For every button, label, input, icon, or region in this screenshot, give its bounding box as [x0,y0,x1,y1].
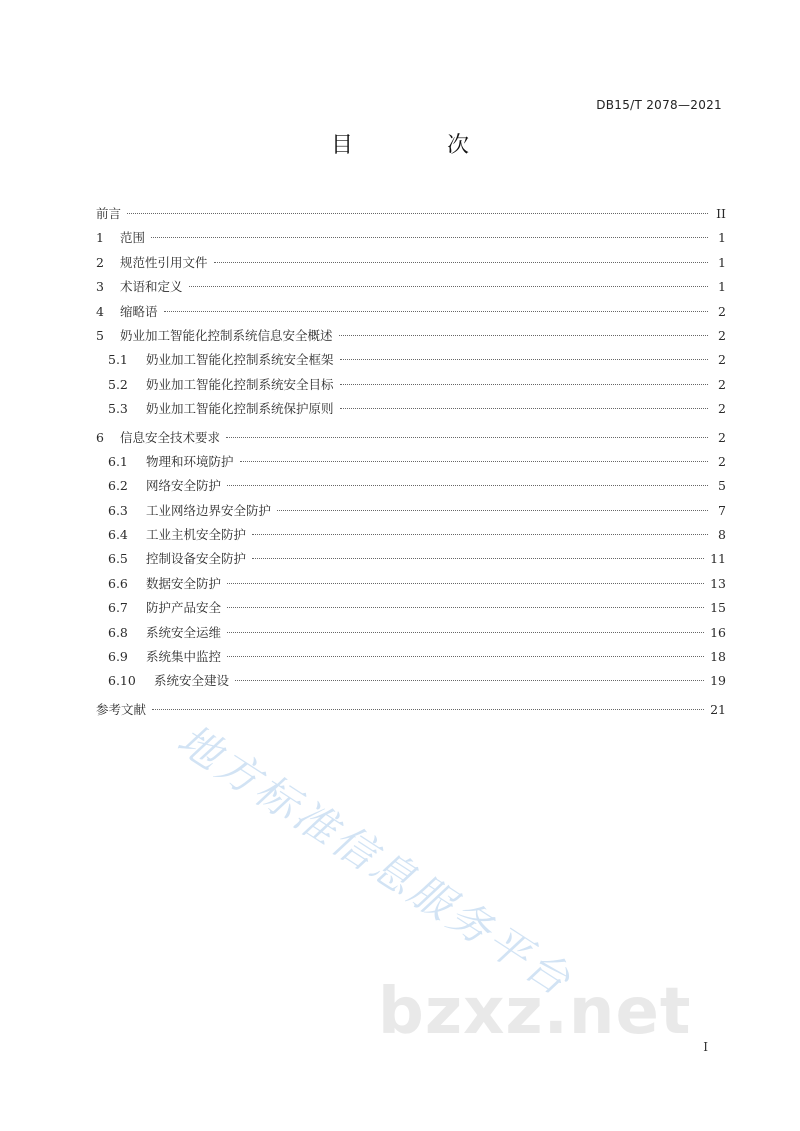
toc-entry-title: 工业主机安全防护 [146,527,247,543]
toc-entry[interactable] [96,324,726,348]
toc-leader-dots [151,237,708,238]
toc-entry-number: 6.6 [108,575,128,591]
toc-leader-dots [240,461,708,462]
toc-leader-dots [164,311,708,312]
toc-leader-dots [235,680,704,681]
toc-entry[interactable] [96,596,726,620]
toc-entry-title: 缩略语 [120,303,158,319]
toc-entry-title: 前言 [96,206,122,221]
toc-entry-title: 防护产品安全 [146,600,222,616]
toc-entry[interactable] [96,300,726,324]
toc-entry-number: 4 [96,303,104,319]
toc-entry-title: 数据安全防护 [146,575,222,591]
toc-entry-page: 1 [718,230,726,246]
toc-entry-title: 规范性引用文件 [120,254,208,270]
site-watermark: bzxz.net [378,975,692,1049]
toc-entry-title: 奶业加工智能化控制系统信息安全概述 [120,327,333,343]
toc-entry-number: 5.2 [108,376,128,392]
toc-leader-dots [339,335,708,336]
watermark: 地方标准信息服务平台 [168,714,582,1007]
toc-entry[interactable] [96,669,726,693]
toc-entry-title: 奶业加工智能化控制系统保护原则 [146,401,334,417]
toc-entry-number: 1 [96,230,104,246]
toc-entry-number: 5.3 [108,401,128,417]
toc-leader-dots [252,558,704,559]
toc-entry-number: 6 [96,429,104,445]
toc-entry-page: 1 [718,254,726,270]
toc-entry-title: 术语和定义 [120,279,183,295]
toc-entry-number: 2 [96,254,104,270]
toc-entry-title: 物理和环境防护 [146,453,234,469]
toc-entry[interactable] [96,426,726,450]
toc-leader-dots [127,213,708,214]
toc-entry-number: 6.3 [108,502,128,518]
toc-entry-page: 8 [718,527,726,543]
toc-entry[interactable] [96,572,726,596]
toc-entry-number: 6.10 [108,673,136,689]
toc-entry-page: 19 [710,673,726,689]
toc-entry[interactable] [96,698,726,722]
toc-leader-dots [214,262,708,263]
toc-entry[interactable] [96,645,726,669]
toc-leader-dots [340,359,708,360]
toc-entry-page: 15 [710,600,726,616]
toc-entry-page: 21 [710,701,726,717]
toc-entry[interactable] [96,397,726,421]
toc-leader-dots [252,534,708,535]
toc-entry[interactable] [96,523,726,547]
toc-entry-page: 2 [718,303,726,319]
toc-entry-number: 6.9 [108,649,128,665]
toc-entry-title: 奶业加工智能化控制系统安全目标 [146,376,334,392]
toc-leader-dots [277,510,708,511]
toc-entry[interactable] [96,348,726,372]
toc-entry-page: 16 [710,624,726,640]
toc-entry-title: 信息安全技术要求 [120,429,221,445]
toc-entry-page: 1 [718,279,726,295]
toc-leader-dots [226,437,708,438]
toc-entry-number: 6.8 [108,624,128,640]
toc-leader-dots [227,583,704,584]
toc-entry-page: 2 [718,376,726,392]
toc-leader-dots [340,408,708,409]
page-number: I [703,1040,708,1054]
toc-entry-page: 2 [718,453,726,469]
toc-entry[interactable] [96,226,726,250]
toc-entry-title: 系统安全运维 [146,624,222,640]
toc-entry[interactable] [96,499,726,523]
toc-entry-title: 奶业加工智能化控制系统安全框架 [146,352,334,368]
toc-entry-title: 网络安全防护 [146,478,222,494]
toc-entry-title: 系统集中监控 [146,649,222,665]
toc-entry[interactable] [96,547,726,571]
toc-entry-page: 7 [718,502,726,518]
toc-entry-page: 18 [710,649,726,665]
toc-entry-number: 6.1 [108,453,128,469]
toc-entry-number: 5.1 [108,352,128,368]
toc-entry[interactable] [96,251,726,275]
table-of-contents [96,202,726,722]
toc-entry-number: 5 [96,327,104,343]
toc-entry[interactable] [96,202,726,226]
toc-entry[interactable] [96,373,726,397]
toc-entry-page: 2 [718,327,726,343]
toc-entry-page: 2 [718,401,726,417]
toc-entry-page: 13 [710,575,726,591]
toc-leader-dots [227,656,704,657]
toc-entry-page: 2 [718,429,726,445]
toc-leader-dots [152,709,704,710]
toc-entry[interactable] [96,621,726,645]
toc-entry-page: 2 [718,352,726,368]
toc-entry-number: 6.4 [108,527,128,543]
toc-entry-page: 11 [710,551,726,567]
toc-entry-title: 系统安全建设 [154,673,230,689]
toc-entry-page: II [716,206,726,221]
toc-leader-dots [189,286,708,287]
toc-leader-dots [340,384,708,385]
page-title: 目 次 [330,133,505,158]
toc-leader-dots [227,485,708,486]
toc-entry[interactable] [96,450,726,474]
toc-entry-page: 5 [718,478,726,494]
toc-entry[interactable] [96,474,726,498]
toc-entry[interactable] [96,275,726,299]
toc-entry-number: 6.2 [108,478,128,494]
toc-entry-title: 范围 [120,230,146,246]
toc-entry-number: 6.7 [108,600,128,616]
toc-entry-number: 6.5 [108,551,128,567]
toc-entry-number: 3 [96,279,104,295]
toc-leader-dots [227,607,704,608]
toc-entry-title: 工业网络边界安全防护 [146,502,272,518]
toc-entry-title: 控制设备安全防护 [146,551,247,567]
toc-entry-title: 参考文献 [96,701,147,717]
document-code: DB15/T 2078—2021 [596,98,722,112]
toc-leader-dots [227,632,704,633]
